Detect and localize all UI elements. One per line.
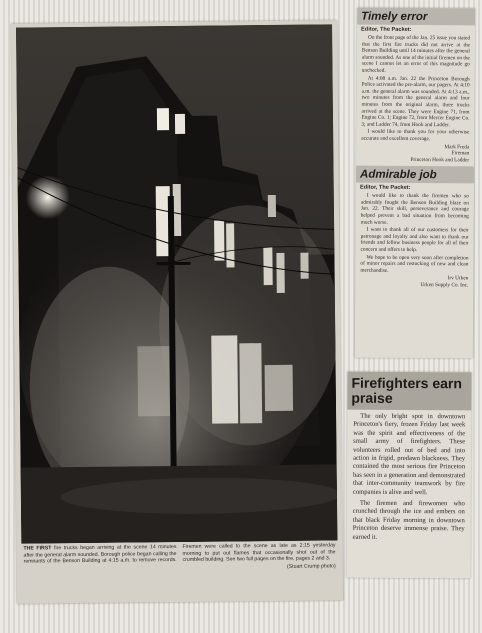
fire-photo xyxy=(16,24,337,543)
editorial-paragraph: The firemen and firewomen who crunched through the ice and embers on that black Friday morning in downtown Princeton deserve immense praise. They earned it. xyxy=(352,499,465,541)
fire-scene-image xyxy=(16,24,337,543)
signature-line: Princeton Hook and Ladder xyxy=(410,156,470,164)
letter-signature xyxy=(355,275,473,289)
caption-body: fire trucks began arriving at the scene 14 minutes after the general alarm sounded. Borough police began calling the remnants of the Benson Building at 4:15 a.m. to remove records. Firemen were called to the scene as late as 2:15 yesterday morning to put out flames that occasionally shot out of the crumbled building. See two full pages on the fire, pages 2 and 3. xyxy=(23,542,336,565)
letter-paragraph: At 4:08 a.m. Jan. 22 the Princeton Borough Police activated the pre-alarm, our pagers. At 4:10 a.m. the general alarm was sounded. At 4:13 a.m., two minutes from the general alarm and four minutes from the original alarm, three trucks arrived at the scene. They were Engine 71, from Engine Co. 1; Engine 72, from Mercer Engine Co. 3; and Ladder 74, from Hook and Ladder. xyxy=(361,75,470,128)
letter-signature xyxy=(356,143,474,164)
letter-headline-admirable-job: Admirable job xyxy=(356,166,474,184)
letter-byline: Editor, The Packet: xyxy=(359,184,411,192)
caption-lead: THE FIRST xyxy=(23,545,52,552)
letter-byline: Editor, The Packet: xyxy=(361,26,412,33)
photo-caption xyxy=(23,542,335,573)
editorial-headline: Firefighters earn praise xyxy=(347,372,471,411)
photo-credit: (Stuart Crump photo) xyxy=(286,563,336,570)
caption-text xyxy=(23,542,335,565)
editorial-clipping xyxy=(346,372,471,579)
signature-line: Mark Freda xyxy=(444,143,470,150)
letter-paragraph: On the front page of the Jan. 25 issue you stated that the first fire trucks did not arrive at the Benson Building until 14 minutes after the general alarm sounded. As one of the initial firemen on the scene I cannot let an error of this magnitude go unchecked. xyxy=(361,34,471,74)
letter-paragraph: We hope to be open very soon after completion of minor repairs and restocking of new and clean merchandise. xyxy=(360,254,469,274)
signature-line: Irv Urken xyxy=(447,275,469,282)
letter-paragraph: I would like to thank the firemen who so admirably fought the Benson Building blaze on Jan. 22. Their skill, perseverance and courage helped prevent a bad situation from becoming much worse. xyxy=(360,192,469,226)
letter-paragraph: I would like to thank you for your otherwise accurate and excellent coverage. xyxy=(361,128,470,143)
signature-line: Urken Supply Co. Inc. xyxy=(420,282,469,289)
photo-clipping xyxy=(11,20,343,603)
editorial-paragraph: The only bright spot in downtown Princeton's fiery, frozen Friday last week was the spirit and effectiveness of the small army of firefighters. These volunteers rolled out of bed and into action in frigid, predawn blackness. They contained the most serious fire Princeton has seen in a generation and demonstrated that inter-community teamwork by fire companies is alive and well. xyxy=(352,412,466,496)
letter-headline-timely-error: Timely error xyxy=(357,8,475,26)
letters-clipping xyxy=(355,8,475,359)
letter-paragraph: I want to thank all of our customers for their patronage and loyalty and also want to thank our friends and fellow business people for all of their concern and offers to help. xyxy=(360,226,469,254)
signature-line: Fireman xyxy=(451,150,470,157)
